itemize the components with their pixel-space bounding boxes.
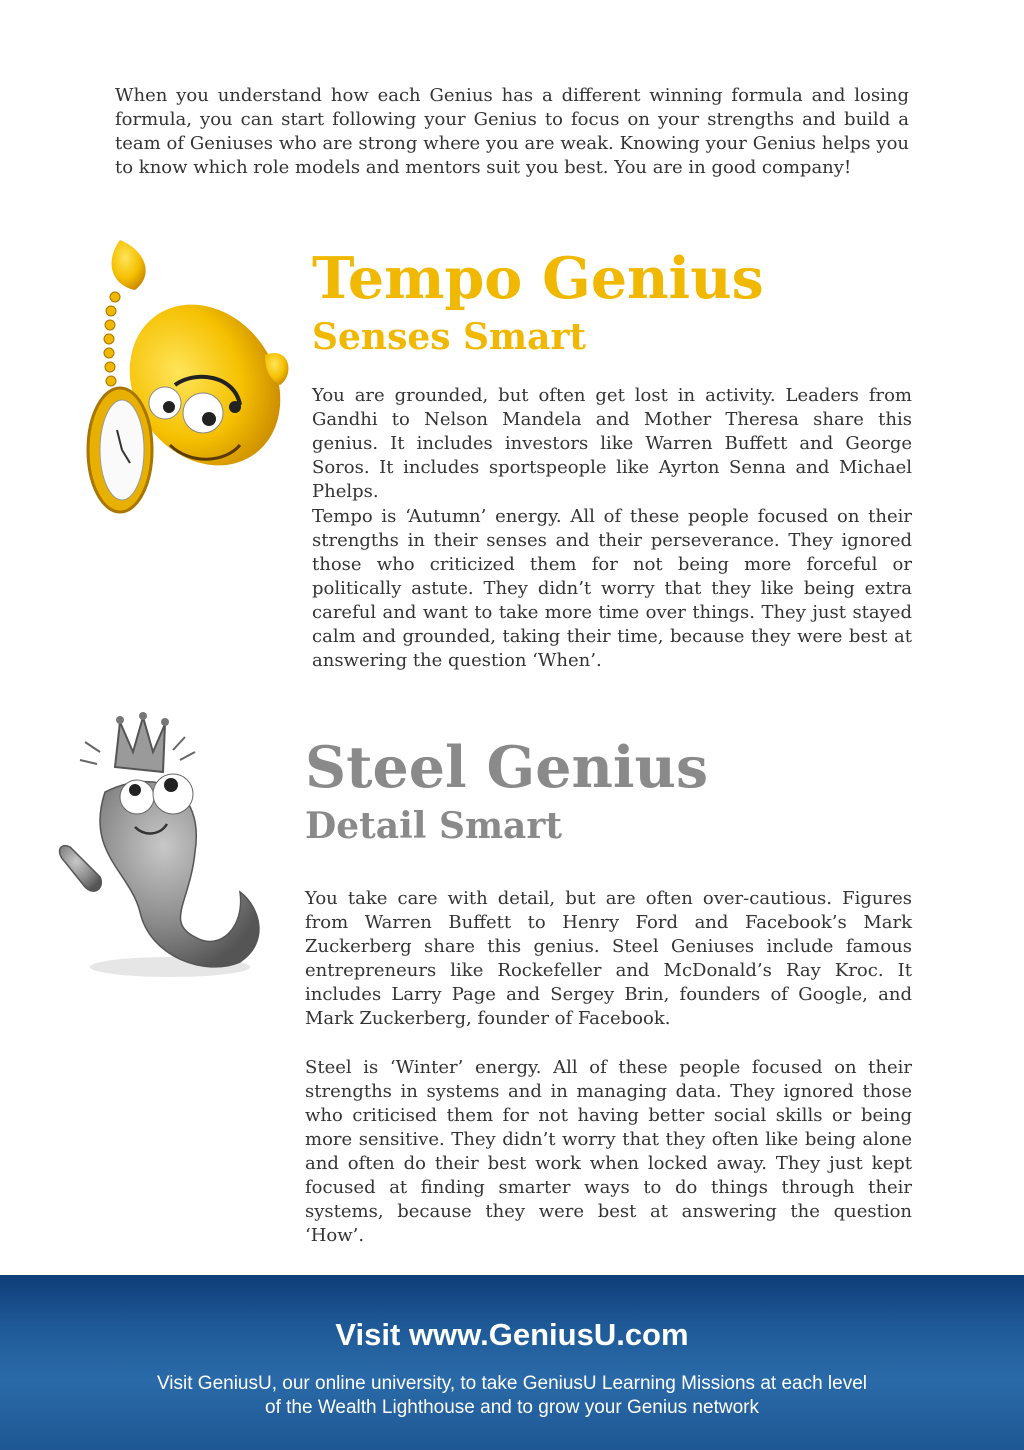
steel-genius-subtitle: Detail Smart xyxy=(305,805,562,847)
intro-paragraph: When you understand how each Genius has a different winning formula and losing formula, you can start following your Genius to focus on your strengths and build a team of Geniuses who are strong where you are weak. Knowing your Genius helps you to know which role models and mentors suit you best. You are in good company! xyxy=(115,85,909,178)
steel-genius-title: Steel Genius xyxy=(305,734,709,801)
steel-paragraph-1: You take care with detail, but are often over-cautious. Figures from Warren Buffett to Henry Ford and Facebook’s Mark Zuckerberg share this genius. Steel Geniuses include famous entrepreneurs like Rockefeller and McDonald’s Ray Kroc. It includes Larry Page and Sergey Brin, founders of Google, and Mark Zuckerberg, founder of Facebook. xyxy=(305,888,912,1029)
tempo-genius-title: Tempo Genius xyxy=(312,245,764,312)
tempo-paragraph-1: You are grounded, but often get lost in activity. Leaders from Gandhi to Nelson Mandela and Mother Theresa share this genius. It includes investors like Warren Buffett and George Soros. It includes sportspeople like Ayrton Senna and Michael Phelps. xyxy=(312,385,912,502)
steel-paragraph-2: Steel is ‘Winter’ energy. All of these people focused on their strengths in systems and in managing data. They ignored those who criticised them for not having better social skills or being more sensitive. They didn’t worry that they often like being alone and often do their best work when locked away. They just kept focused at finding smarter ways to do things through their systems, because they were best at answering the question ‘How’. xyxy=(305,1057,912,1246)
tempo-paragraph-2: Tempo is ‘Autumn’ energy. All of these people focused on their strengths in their senses and their perseverance. They ignored those who criticized them for not being more forceful or politically astute. They didn’t worry that they like being extra careful and want to take more time over things. They just stayed calm and grounded, taking their time, because they were best at answering the question ‘When’. xyxy=(312,506,912,671)
footer-banner xyxy=(0,1275,1024,1450)
footer-description: Visit GeniusU, our online university, to take GeniusU Learning Missions at each level of the Wealth Lighthouse and to grow your Genius network xyxy=(156,1373,868,1418)
footer-link-title[interactable]: Visit www.GeniusU.com xyxy=(335,1317,689,1352)
tempo-fish-illustration xyxy=(75,235,305,535)
steel-fish-illustration xyxy=(45,712,295,982)
tempo-genius-subtitle: Senses Smart xyxy=(312,316,587,358)
